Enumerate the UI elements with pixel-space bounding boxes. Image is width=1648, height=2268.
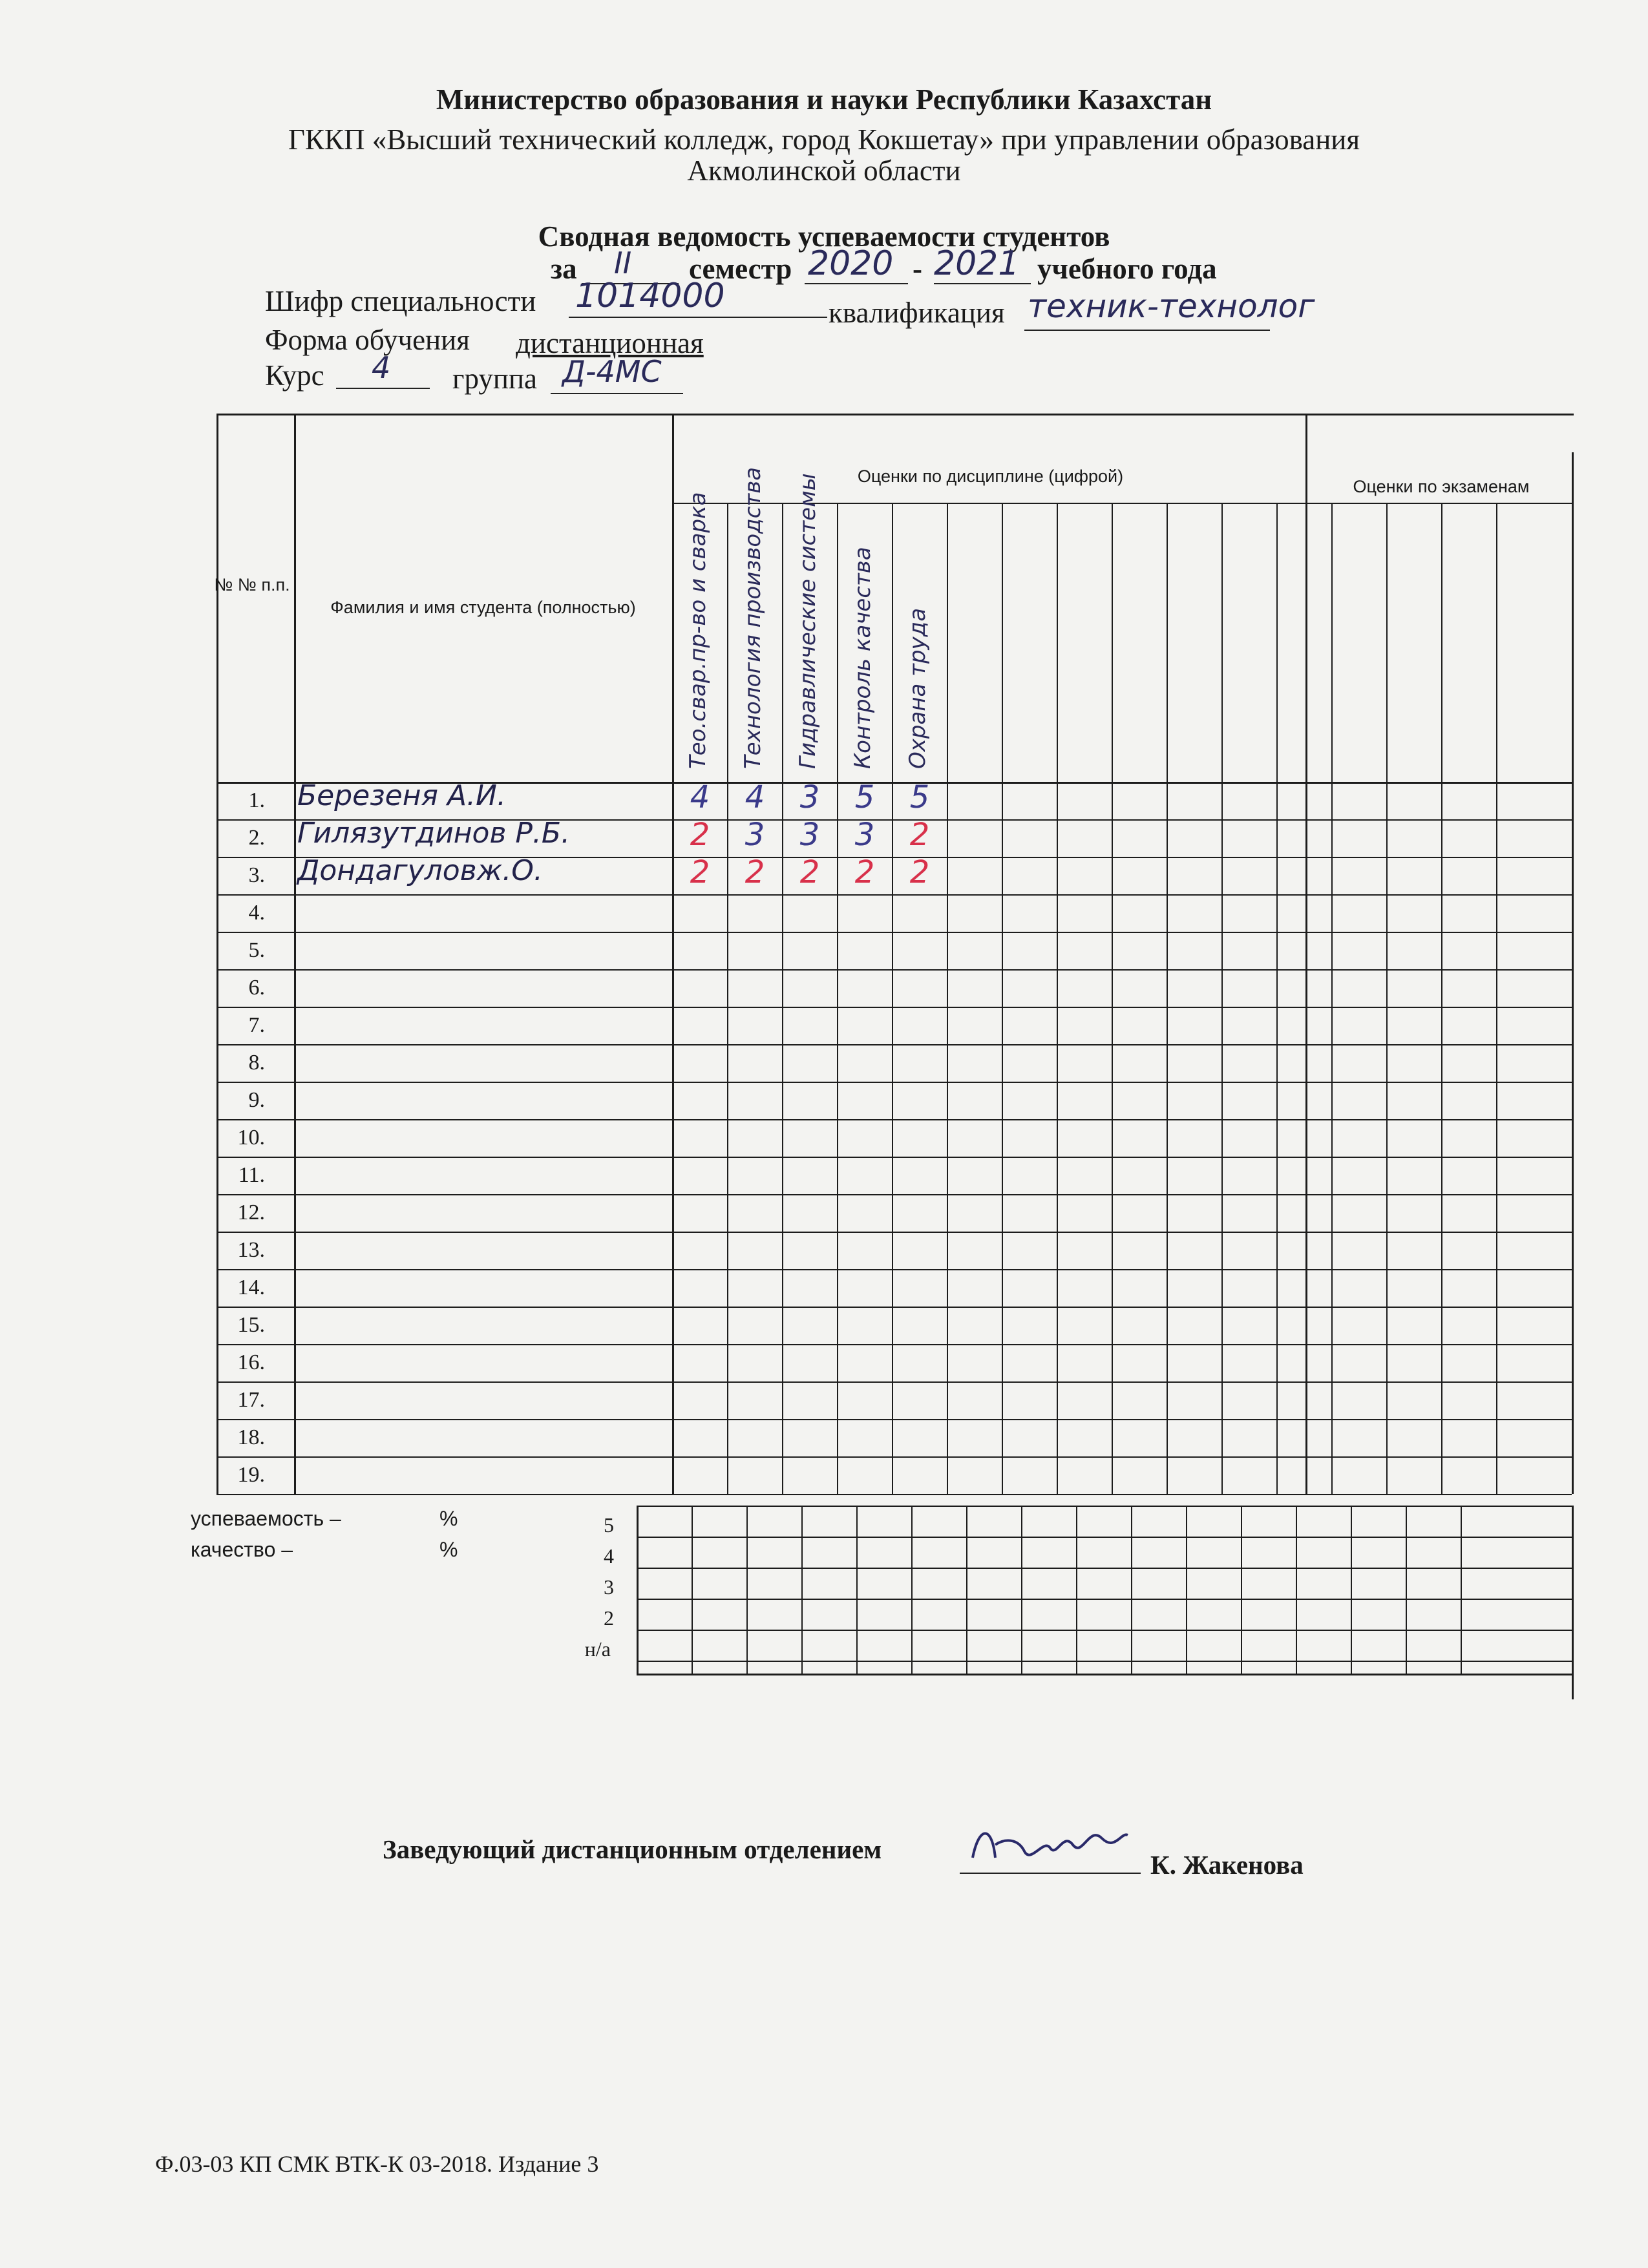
table-border-top — [217, 414, 1574, 415]
summary-column-line — [1021, 1506, 1022, 1674]
year-start: 2020 — [808, 244, 894, 283]
student-name: Гилязутдинов Р.Б. — [297, 817, 571, 850]
grade-cell: 4 — [745, 779, 765, 815]
college-heading: ГККП «Высший технический колледж, город Кокшетау» при управлении образования — [288, 123, 1360, 156]
qualification-value: техник-технолог — [1028, 288, 1315, 325]
grade-cell: 2 — [690, 854, 710, 890]
row-number: 15. — [237, 1313, 265, 1337]
grade-cell: 4 — [690, 779, 710, 815]
subject-name: Гидравлические системы — [795, 473, 821, 769]
row-line — [217, 1044, 1572, 1045]
group-label: группа — [452, 362, 538, 395]
row-number: 1. — [248, 788, 265, 812]
row-line — [217, 1381, 1572, 1383]
year-dash: - — [913, 253, 922, 285]
summary-row-line — [637, 1630, 1572, 1631]
row-line — [217, 1119, 1572, 1120]
summary-column-line — [1076, 1506, 1077, 1674]
grade-cell: 2 — [690, 817, 710, 853]
specialty-code-value: 1014000 — [575, 277, 725, 315]
student-name: Дондагуловж.О. — [297, 854, 543, 887]
summary-grade-label: 3 — [604, 1575, 614, 1599]
row-number: 10. — [237, 1126, 265, 1150]
signature-label: Заведующий дистанционным отделением — [383, 1834, 882, 1864]
row-number: 6. — [248, 976, 265, 1000]
subject-name: Охрана труда — [905, 607, 931, 769]
grade-cell: 2 — [854, 854, 875, 890]
grade-cell: 5 — [854, 779, 875, 815]
summary-border-left — [637, 1506, 639, 1674]
summary-row-line — [637, 1661, 1572, 1662]
course-label: Курс — [265, 359, 324, 392]
summary-bottom-line — [637, 1674, 1574, 1675]
grade-cell: 2 — [799, 854, 820, 890]
specialty-code-label: Шифр специальности — [265, 285, 536, 317]
col-number-header: № № п.п. — [214, 575, 290, 594]
row-number: 19. — [237, 1463, 265, 1487]
summary-column-line — [1186, 1506, 1187, 1674]
summary-row-line — [637, 1537, 1572, 1538]
summary-column-line — [856, 1506, 858, 1674]
summary-column-line — [801, 1506, 803, 1674]
summary-column-line — [1131, 1506, 1132, 1674]
summary-column-line — [911, 1506, 913, 1674]
summary-row-line — [637, 1506, 1572, 1507]
success-percent: % — [439, 1507, 458, 1530]
grade-cell: 3 — [854, 817, 875, 853]
signature-mark — [966, 1812, 1134, 1880]
row-number: 7. — [248, 1013, 265, 1037]
summary-row-line — [637, 1568, 1572, 1569]
row-line — [217, 1269, 1572, 1270]
row-number: 16. — [237, 1350, 265, 1374]
summary-column-line — [746, 1506, 748, 1674]
form-code-footer: Ф.03-03 КП СМК ВТК-К 03-2018. Издание 3 — [155, 2151, 599, 2177]
table-border-right — [1572, 452, 1574, 1494]
exams-column-border — [1305, 414, 1307, 1494]
row-line — [217, 1494, 1572, 1495]
row-number: 18. — [237, 1425, 265, 1449]
row-line — [217, 1419, 1572, 1420]
study-form-label: Форма обучения — [265, 324, 470, 356]
summary-grade-label: н/а — [584, 1637, 611, 1661]
row-line — [217, 1194, 1572, 1195]
year-label: учебного года — [1037, 253, 1217, 285]
summary-grade-label: 5 — [604, 1513, 614, 1537]
row-line — [217, 894, 1572, 896]
row-line — [217, 1232, 1572, 1233]
summary-grade-label: 2 — [604, 1606, 614, 1630]
region-heading: Акмолинской области — [687, 154, 961, 187]
summary-column-line — [692, 1506, 693, 1674]
grades-column-border — [672, 414, 674, 1494]
row-line — [217, 932, 1572, 933]
summary-column-line — [1351, 1506, 1352, 1674]
study-form-value: дистанционная — [516, 327, 704, 359]
subject-name: Контроль качества — [850, 547, 876, 769]
row-number: 8. — [248, 1051, 265, 1075]
grade-cell: 3 — [799, 817, 820, 853]
summary-row-line — [637, 1599, 1572, 1600]
row-number: 12. — [237, 1201, 265, 1224]
col-disciplines-header: Оценки по дисциплине (цифрой) — [857, 467, 1124, 486]
ministry-heading: Министерство образования и науки Республики Казахстан — [436, 83, 1212, 116]
summary-column-line — [966, 1506, 967, 1674]
subject-name: Технология производства — [740, 467, 766, 769]
row-number: 11. — [238, 1163, 265, 1187]
subject-name: Тео.свар.пр-во и сварка — [685, 492, 711, 769]
row-number: 9. — [248, 1088, 265, 1112]
summary-column-line — [1461, 1506, 1462, 1674]
za-label: за — [551, 253, 577, 285]
grade-cell: 2 — [909, 854, 930, 890]
grade-cell: 2 — [745, 854, 765, 890]
qualification-label: квалификация — [829, 297, 1005, 329]
grade-cell: 3 — [799, 779, 820, 815]
course-value: 4 — [372, 350, 391, 385]
row-line — [217, 1007, 1572, 1008]
summary-column-line — [1241, 1506, 1242, 1674]
row-line — [217, 969, 1572, 971]
col-name-header: Фамилия и имя студента (полностью) — [330, 598, 636, 617]
semester-label: семестр — [689, 253, 792, 285]
grade-cell: 5 — [909, 779, 930, 815]
row-number: 13. — [237, 1238, 265, 1262]
row-number: 17. — [237, 1388, 265, 1412]
row-number: 14. — [237, 1276, 265, 1299]
signatory-name: К. Жакенова — [1150, 1850, 1304, 1880]
grade-cell: 3 — [745, 817, 765, 853]
row-number: 3. — [248, 863, 265, 887]
row-line — [217, 1344, 1572, 1345]
row-number: 5. — [248, 938, 265, 962]
col-exams-header: Оценки по экзаменам — [1353, 477, 1530, 496]
semester-value: II — [614, 246, 632, 280]
row-line — [217, 1307, 1572, 1308]
summary-column-line — [1406, 1506, 1407, 1674]
summary-border-right — [1572, 1506, 1574, 1699]
summary-grade-label: 4 — [604, 1544, 614, 1568]
row-line — [217, 1157, 1572, 1158]
row-number: 2. — [248, 826, 265, 850]
row-number: 4. — [248, 901, 265, 925]
student-name: Березеня А.И. — [297, 779, 506, 812]
row-line — [217, 1456, 1572, 1458]
year-end: 2021 — [934, 244, 1020, 283]
group-value: Д-4МС — [562, 354, 662, 389]
document-title: Сводная ведомость успеваемости студентов — [538, 220, 1110, 253]
summary-column-line — [1296, 1506, 1297, 1674]
quality-label: качество – — [191, 1538, 293, 1561]
row-line — [217, 1082, 1572, 1083]
grade-cell: 2 — [909, 817, 930, 853]
name-column-border — [294, 414, 296, 1494]
success-label: успеваемость – — [191, 1507, 341, 1530]
quality-percent: % — [439, 1538, 458, 1561]
